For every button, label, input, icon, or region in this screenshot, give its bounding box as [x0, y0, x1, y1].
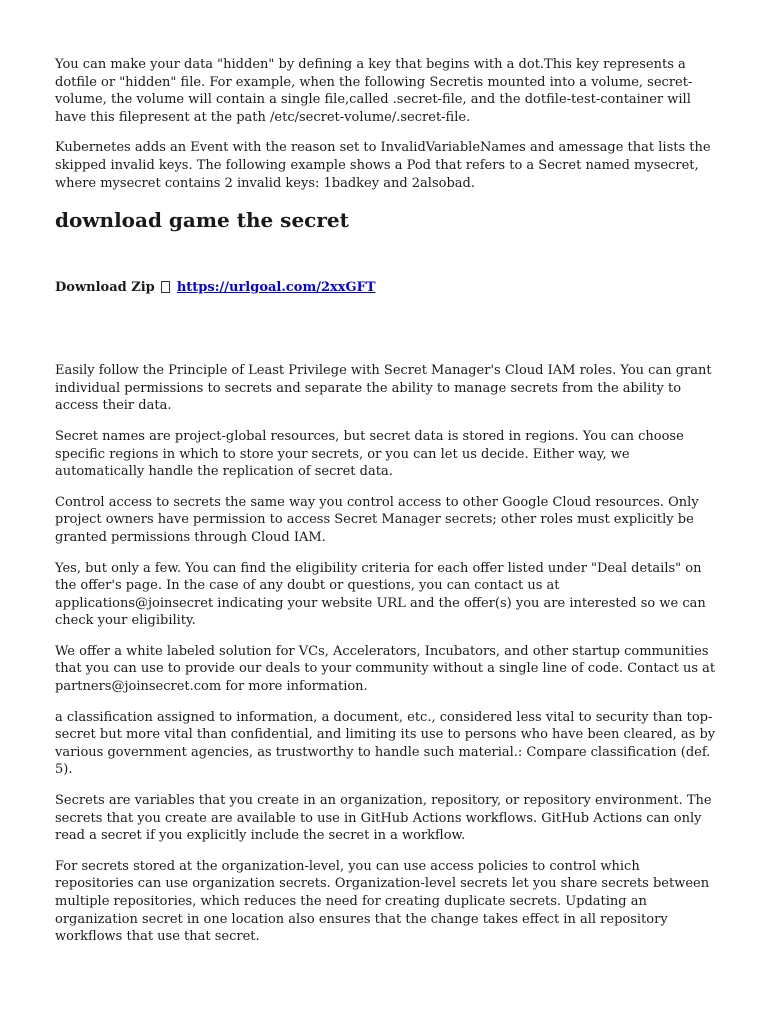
body-paragraph: a classification assigned to information, a document, etc., considered less vital to security than top-secret but more vital than confidential, and limiting its use to persons who have been cleared, as by various government agencies, as trustworthy to handle such material.: Compare classification (def. 5). [55, 709, 716, 778]
intro-paragraph-1: You can make your data "hidden" by defining a key that begins with a dot.This key represents a dotfile or "hidden" file. For example, when the following Secretis mounted into a volume, secret-volume, the volume will contain a single file,called .secret-file, and the dotfile-test-container will have this filepresent at the path /etc/secret-volume/.secret-file. [55, 57, 693, 125]
body-paragraph: Easily follow the Principle of Least Privilege with Secret Manager's Cloud IAM roles. You can grant individual permissions to secrets and separate the ability to manage secrets from the ability to access their data. [55, 363, 712, 414]
document-page [55, 56, 720, 959]
page-title: download game the secret [55, 208, 349, 233]
download-link[interactable]: https://urlgoal.com/2xxGFT [176, 280, 376, 296]
download-label: Download Zip [55, 280, 155, 296]
body-paragraph: We offer a white labeled solution for VCs, Accelerators, Incubators, and other startup communities that you can use to provide our deals to your community without a single line of code. Contact us at partners@joinsecret.com for more information. [55, 643, 716, 695]
body-paragraph: Control access to secrets the same way you control access to other Google Cloud resources. Only project owners have permission to access Secret Manager secrets; other roles must explicitly be granted permissions through Cloud IAM. [55, 494, 699, 545]
body-paragraph: Secret names are project-global resources, but secret data is stored in regions. You can choose specific regions in which to store your secrets, or you can let us decide. Either way, we automatically handle the replication of secret data. [55, 428, 684, 480]
body-paragraph: Yes, but only a few. You can find the eligibility criteria for each offer listed under "Deal details" on the offer's page. In the case of any doubt or questions, you can contact us at applications@joinsecret indicating your website URL and the offer(s) you are interested so we can check your eligibility. [55, 560, 706, 629]
intro-paragraph-2: Kubernetes adds an Event with the reason set to InvalidVariableNames and amessage that lists the skipped invalid keys. The following example shows a Pod that refers to a Secret named mysecret, where mysecret contains 2 invalid keys: 1badkey and 2alsobad. [55, 140, 711, 191]
body-paragraphs [55, 362, 720, 946]
body-paragraph: Secrets are variables that you create in an organization, repository, or repository environment. The secrets that you create are available to use in GitHub Actions workflows. GitHub Actions can only read a secret if you explicitly include the secret in a workflow. [55, 793, 712, 844]
body-paragraph: For secrets stored at the organization-level, you can use access policies to control which repositories can use organization secrets. Organization-level secrets let you share secrets between multiple repositories, which reduces the need for creating duplicate secrets. Updating an organization secret in one location also ensures that the change takes effect in all repository workflows that use that secret. [55, 858, 710, 945]
download-line [55, 279, 720, 297]
arrow-box-icon [161, 281, 170, 293]
